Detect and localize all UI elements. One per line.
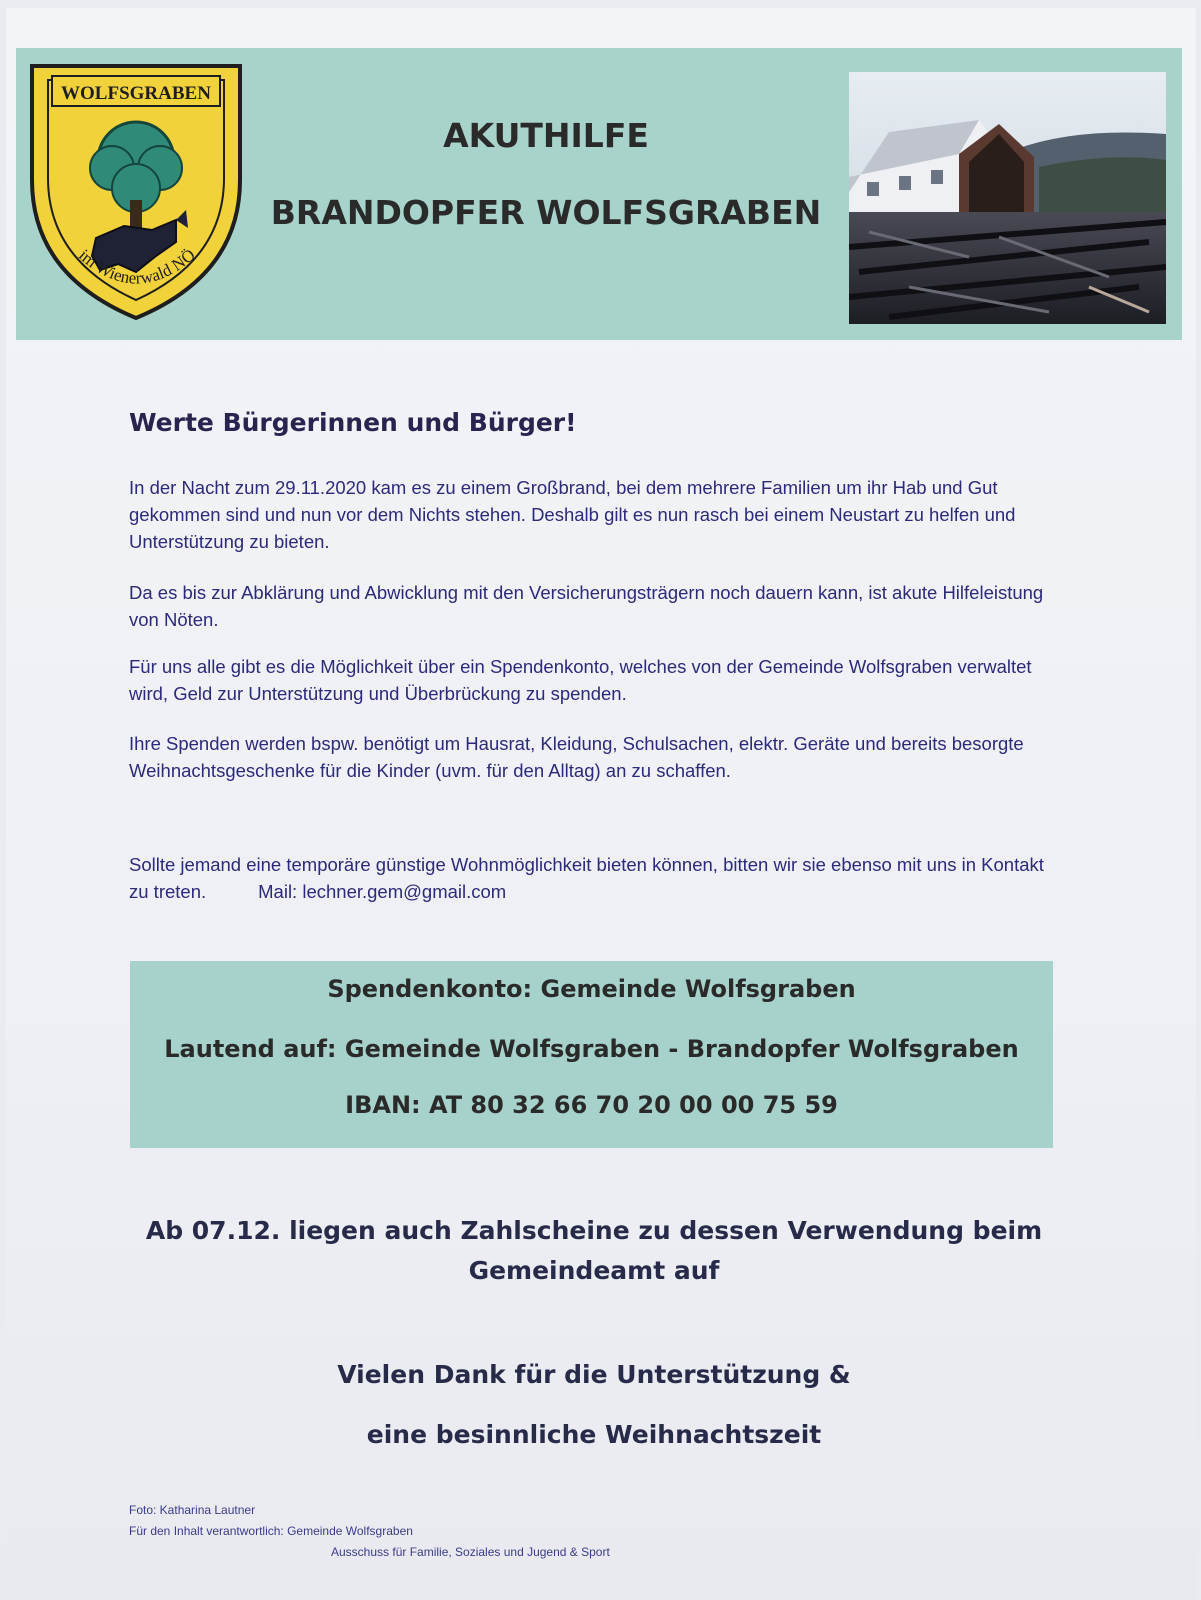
footer-photo-credit: Foto: Katharina Lautner — [129, 1503, 256, 1517]
paragraph-fire-incident: In der Nacht zum 29.11.2020 kam es zu einem Großbrand, bei dem mehrere Familien um ihr Hab und Gut gekommen sind und nun vor dem Nichts stehen. Deshalb gilt es nun rasch bei einem Neustart zu helfen und Unterstützung zu bieten. — [129, 477, 1016, 552]
footer-committee: Ausschuss für Familie, Soziales und Jugend & Sport — [331, 1545, 610, 1559]
crest-top-text: WOLFSGRABEN — [61, 83, 211, 104]
donation-recipient: Lautend auf: Gemeinde Wolfsgraben - Brandopfer Wolfsgraben — [164, 1035, 1019, 1063]
paragraph-insurance: Da es bis zur Abklärung und Abwicklung mit den Versicherungsträgern noch dauern kann, ist akute Hilfeleistung von Nöten. — [129, 582, 1044, 630]
title-brandopfer: BRANDOPFER WOLFSGRABEN — [270, 193, 822, 232]
paragraph-housing — [129, 851, 1059, 905]
wolfsgraben-crest-logo — [26, 60, 246, 325]
payment-slip-notice: Ab 07.12. liegen auch Zahlscheine zu dessen Verwendung beim Gemeindeamt auf — [145, 1216, 1043, 1285]
donation-iban: IBAN: AT 80 32 66 70 20 00 00 75 59 — [345, 1091, 838, 1119]
paragraph-donation-account: Für uns alle gibt es die Möglichkeit über ein Spendenkonto, welches von der Gemeinde Wolfsgraben verwaltet wird, Geld zur Unterstützung und Überbrückung zu spenden. — [129, 656, 1032, 704]
footer-responsible: Für den Inhalt verantwortlich: Gemeinde Wolfsgraben — [129, 1524, 413, 1538]
housing-text: Sollte jemand eine temporäre günstige Wohnmöglichkeit bieten können, bitten wir sie ebenso mit uns in Kontakt zu treten. — [129, 854, 1044, 902]
title-akuthilfe: AKUTHILFE — [443, 116, 649, 155]
thanks-line-2: eine besinnliche Weihnachtszeit — [366, 1420, 822, 1449]
donation-box — [130, 961, 1053, 1148]
donation-account: Spendenkonto: Gemeinde Wolfsgraben — [327, 975, 856, 1003]
thanks-line-1: Vielen Dank für die Unterstützung & — [337, 1360, 851, 1389]
greeting-heading: Werte Bürgerinnen und Bürger! — [129, 408, 577, 437]
crest-bottom-text: im Wienerwald NÖ — [75, 245, 199, 288]
contact-email[interactable]: Mail: lechner.gem@gmail.com — [258, 881, 507, 902]
paragraph-donation-use: Ihre Spenden werden bspw. benötigt um Hausrat, Kleidung, Schulsachen, elektr. Geräte und bereits besorgte Weihnachtsgeschenke für die Kinder (uvm. für den Alltag) an zu schaffen. — [129, 733, 1024, 781]
burnt-house-photo — [849, 72, 1166, 324]
flyer-sheet — [6, 8, 1196, 1600]
